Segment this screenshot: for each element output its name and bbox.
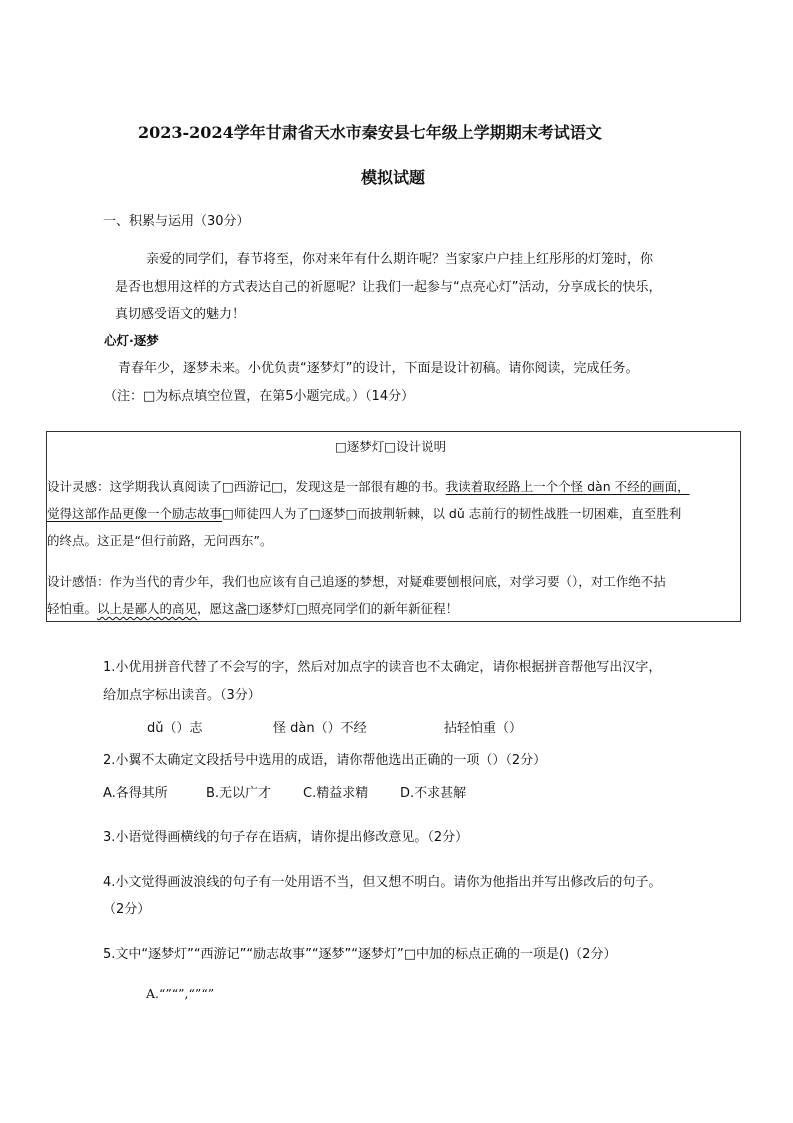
box-p1-text: 设计灵感：这学期我认真阅读了□西游记□，发现这是一部很有趣的书。	[47, 479, 446, 494]
box-paragraph-1-line-1	[47, 477, 690, 495]
intro-line-2: 是否也想用这样的方式表达自己的祈愿呢？让我们一起参与“点亮心灯”活动，分享成长的快乐，	[115, 280, 662, 295]
document-subtitle: 模拟试题	[361, 168, 426, 187]
box-paragraph-1-line-2	[47, 504, 681, 522]
question-1-item-1: dǔ（）志	[147, 721, 203, 736]
wavy-underlined-sentence: 以上是鄙人的高见	[97, 601, 198, 616]
question-5-option-a: A.“”“”,“”“”	[146, 986, 215, 1001]
question-1-item-3: 拈轻怕重（）	[444, 721, 523, 736]
box-paragraph-1-line-3: 的终点。这正是“但行前路，无问西东”。	[47, 533, 273, 548]
question-2-option-b: B.无以广才	[206, 786, 272, 801]
intro-line-1: 亲爱的同学们，春节将至，你对来年有什么期许呢？当家家户户挂上红彤彤的灯笼时，你	[146, 252, 654, 267]
underlined-sentence-part-2: 觉得这部作品更像一个励志故事	[47, 506, 223, 521]
box-p1-text-2: □师徒四人为了□逐梦□而披荆斩棘，以 dǔ 志前行的韧性战胜一切困难，直至胜利	[222, 506, 682, 521]
box-paragraph-2-line-1: 设计感悟：作为当代的青少年，我们也应该有自己追逐的梦想，对疑难要刨根问底，对学习要（），对工作绝不拈	[47, 574, 666, 589]
document-title: 2023-2024学年甘肃省天水市秦安县七年级上学期期末考试语文	[138, 123, 602, 142]
task-instruction: 青春年少，逐梦未来。小优负责“逐梦灯”的设计，下面是设计初稿。请你阅读，完成任务。	[118, 361, 639, 376]
question-5: 5.文中“逐梦灯”“西游记”“励志故事”“逐梦”“逐梦灯”□中加的标点正确的一项是()（2分）	[103, 947, 617, 962]
question-2-option-c: C.精益求精	[303, 786, 369, 801]
box-p2-text: 轻怕重。	[47, 601, 98, 616]
question-2-option-d: D.不求甚解	[400, 786, 467, 801]
question-1-line-2: 给加点字标出读音。（3分）	[103, 688, 261, 703]
question-1-item-2: 怪 dàn（）不经	[273, 721, 367, 736]
question-1-line-1: 1.小优用拼音代替了不会写的字，然后对加点字的读音也不太确定，请你根据拼音帮他写出汉字，	[103, 660, 662, 675]
intro-line-3: 真切感受语文的魅力！	[115, 307, 246, 322]
question-3: 3.小语觉得画横线的句子存在语病，请你提出修改意见。（2分）	[103, 830, 469, 845]
section-heading: 一、积累与运用（30分）	[103, 214, 250, 229]
question-2: 2.小翼不太确定文段括号中选用的成语，请你帮他选出正确的一项（）（2分）	[103, 753, 547, 768]
design-description-box	[46, 431, 741, 622]
question-2-option-a: A.各得其所	[103, 786, 168, 801]
question-4-line-2: （2分）	[103, 902, 151, 917]
box-p2-text-2: ，愿这盏□逐梦灯□照亮同学们的新年新征程！	[197, 601, 459, 616]
question-4-line-1: 4.小文觉得画波浪线的句子有一处用语不当，但又想不明白。请你为他指出并写出修改后的句子。	[103, 875, 662, 890]
box-paragraph-2-line-2	[47, 599, 458, 617]
box-title: □逐梦灯□设计说明	[335, 439, 447, 454]
task-note: （注：□为标点填空位置，在第5小题完成。）（14分）	[104, 389, 415, 404]
underlined-sentence-part-1: 我读着取经路上一个个怪 dàn 不经的画面，	[445, 479, 690, 494]
subheading: 心灯·逐梦	[104, 333, 159, 348]
